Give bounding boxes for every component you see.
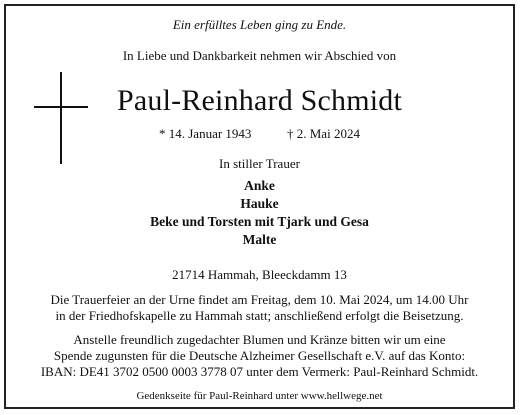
funeral-info-line: Die Trauerfeier an der Urne findet am Freitag, dem 10. Mai 2024, um 14.00 Uhr [50,292,469,307]
mourner-name: Hauke [240,196,279,211]
deceased-name: Paul-Reinhard Schmidt [117,84,402,117]
death-date: † 2. Mai 2024 [287,126,360,141]
funeral-info-line: in der Friedhofskapelle zu Hammah statt; anschließend erfolgt die Beisetzung. [55,308,464,323]
donation-info-line: Anstelle freundlich zugedachter Blumen und Kränze bitten wir um eine [73,332,446,347]
mourner-name: Beke und Torsten mit Tjark und Gesa [150,214,369,229]
intro-text: In Liebe und Dankbarkeit nehmen wir Abschied von [122,48,397,63]
mourning-line: In stiller Trauer [219,156,300,171]
mourner-name: Anke [244,178,275,193]
motto: Ein erfülltes Leben ging zu Ende. [172,17,347,32]
donation-info-line: Spende zugunsten für die Deutsche Alzheimer Gesellschaft e.V. auf das Konto: [53,348,466,363]
donation-info-line: IBAN: DE41 3702 0500 0003 3778 07 unter dem Vermerk: Paul-Reinhard Schmidt. [40,364,479,379]
mourner-name: Malte [242,232,277,247]
obituary-notice [4,4,515,409]
memorial-page-link: Gedenkseite für Paul-Reinhard unter www.hellwege.net [136,390,383,402]
birth-date: * 14. Januar 1943 [159,126,252,141]
family-address: 21714 Hammah, Bleeckdamm 13 [172,267,347,282]
